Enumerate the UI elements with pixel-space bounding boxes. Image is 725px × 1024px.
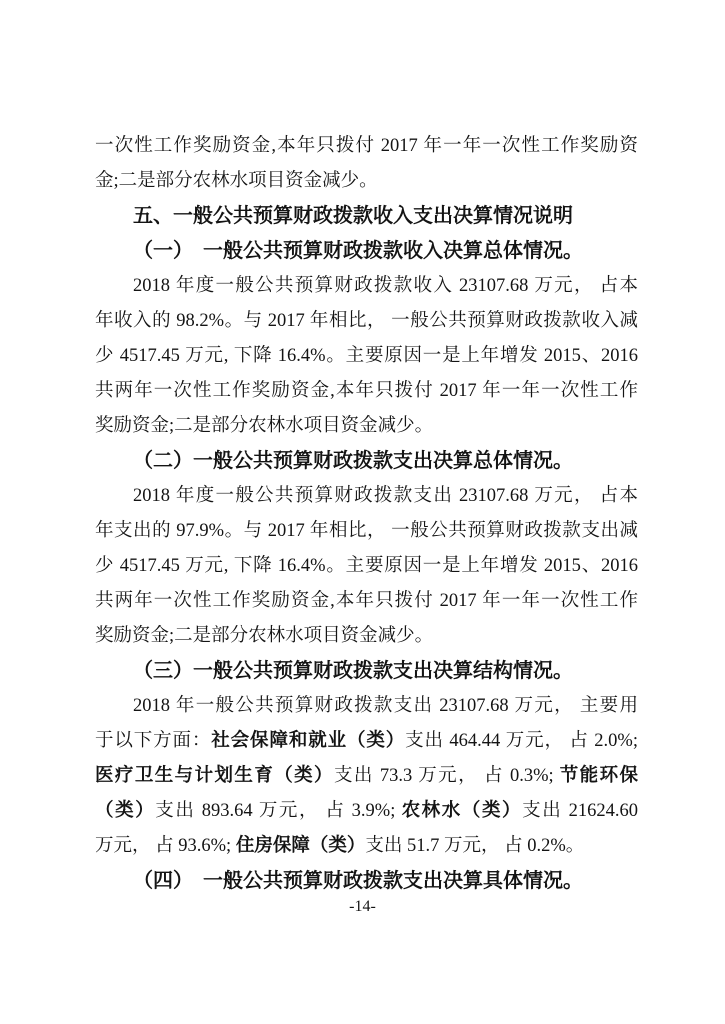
- bold-text-run: 住房保障（类）: [235, 836, 366, 856]
- body-text: [95, 549, 638, 584]
- body-text: [95, 409, 638, 444]
- bold-text-run: 农林水（类）: [401, 801, 523, 821]
- text-run: 支出 21624.60: [522, 801, 638, 821]
- bold-text-run: （三）一般公共预算财政拨款支出决算结构情况。: [133, 660, 573, 682]
- heading-level-2: [95, 864, 638, 899]
- body-text: [95, 794, 638, 829]
- text-run: 支出 893.64 万元， 占 3.9%;: [155, 801, 402, 821]
- text-run: 支出 51.7 万元， 占 0.2%。: [365, 836, 585, 856]
- text-run: 奖励资金;二是部分农林水项目资金减少。: [95, 416, 434, 436]
- heading-level-2: [95, 234, 638, 269]
- body-text: [95, 479, 638, 514]
- body-text: [95, 304, 638, 339]
- bold-text-run: （四） 一般公共预算财政拨款支出决算具体情况。: [133, 870, 583, 892]
- text-run: 共两年一次性工作奖励资金,本年只拨付 2017 年一年一次性工作: [95, 381, 638, 401]
- bold-text-run: 社会保障和就业（类）: [211, 731, 406, 751]
- bold-text-run: 五、一般公共预算财政拨款收入支出决算情况说明: [133, 205, 573, 227]
- text-run: 支出 464.44 万元， 占 2.0%;: [405, 731, 638, 751]
- bold-text-run: 节能环保: [559, 766, 638, 786]
- bold-text-run: （一） 一般公共预算财政拨款收入决算总体情况。: [133, 240, 583, 262]
- bold-text-run: （类）: [95, 801, 156, 821]
- bold-text-run: （二）一般公共预算财政拨款支出决算总体情况。: [133, 450, 573, 472]
- text-run: 支出 73.3 万元， 占 0.3%;: [333, 766, 560, 786]
- text-run: 年支出的 97.9%。与 2017 年相比， 一般公共预算财政拨款支出减: [95, 521, 638, 541]
- text-run: 一次性工作奖励资金,本年只拨付 2017 年一年一次性工作奖励资: [95, 136, 638, 156]
- body-text: [95, 724, 638, 759]
- bold-text-run: 医疗卫生与计划生育（类）: [95, 766, 334, 786]
- body-text: [95, 339, 638, 374]
- text-run: 2018 年一般公共预算财政拨款支出 23107.68 万元， 主要用: [133, 696, 638, 716]
- body-text: [95, 584, 638, 619]
- heading-level-2: [95, 654, 638, 689]
- text-run: 于以下方面：: [95, 731, 212, 751]
- text-run: 共两年一次性工作奖励资金,本年只拨付 2017 年一年一次性工作: [95, 591, 638, 611]
- body-text: [95, 164, 638, 199]
- text-run: 2018 年度一般公共预算财政拨款收入 23107.68 万元， 占本: [133, 276, 638, 296]
- body-text: [95, 829, 638, 864]
- body-text: [95, 689, 638, 724]
- text-run: 年收入的 98.2%。与 2017 年相比， 一般公共预算财政拨款收入减: [95, 311, 638, 331]
- body-text: [95, 759, 638, 794]
- body-text: [95, 269, 638, 304]
- body-text: [95, 129, 638, 164]
- text-run: 金;二是部分农林水项目资金减少。: [95, 171, 378, 191]
- text-run: 万元， 占 93.6%;: [95, 836, 236, 856]
- body-text: [95, 374, 638, 409]
- text-run: 2018 年度一般公共预算财政拨款支出 23107.68 万元， 占本: [133, 486, 638, 506]
- heading-level-1: [95, 199, 638, 234]
- heading-level-2: [95, 444, 638, 479]
- body-text: [95, 619, 638, 654]
- page-number: -14-: [349, 898, 376, 915]
- text-run: 少 4517.45 万元, 下降 16.4%。主要原因一是上年增发 2015、2016: [95, 346, 638, 366]
- text-run: 少 4517.45 万元, 下降 16.4%。主要原因一是上年增发 2015、2016: [95, 556, 638, 576]
- text-run: 奖励资金;二是部分农林水项目资金减少。: [95, 626, 434, 646]
- document-body: [95, 129, 638, 899]
- body-text: [95, 514, 638, 549]
